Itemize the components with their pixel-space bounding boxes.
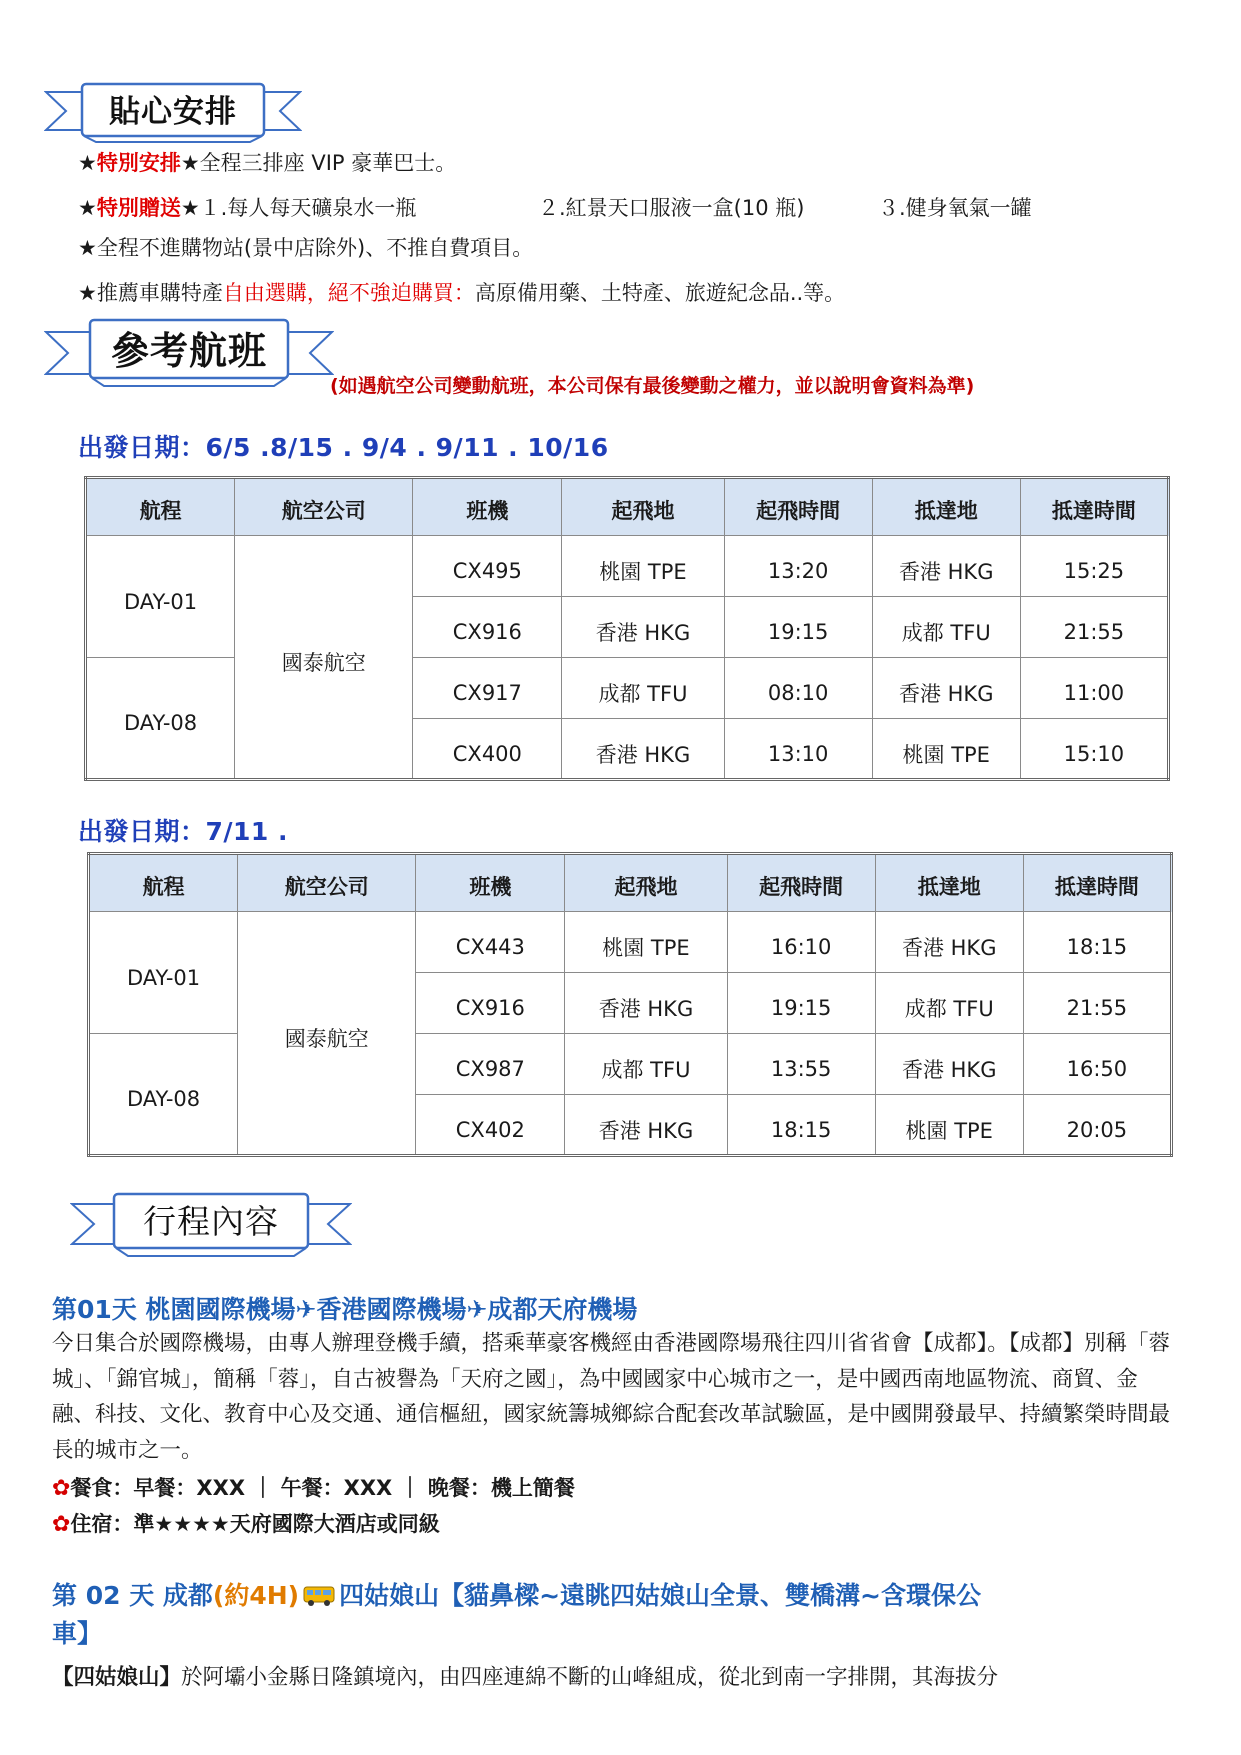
table-row: DAY-01 國泰航空 CX443 桃園 TPE 16:10 香港 HKG 18:15 — [89, 912, 1172, 973]
leg-cell: DAY-08 — [86, 658, 235, 780]
table-row: DAY-08 CX987 成都 TFU 13:55 香港 HKG 16:50 — [89, 1034, 1172, 1095]
day01-meals: ✿餐食：早餐：XXX ｜ 午餐：XXX ｜ 晚餐：機上簡餐 — [52, 1476, 575, 1501]
col-header: 抵達時間 — [1020, 478, 1168, 536]
col-header: 班機 — [413, 478, 562, 536]
table-row: CX916 香港 HKG 19:15 成都 TFU 21:55 — [89, 973, 1172, 1034]
arrangement-line-1: ★特別安排★全程三排座 VIP 豪華巴士。 — [78, 151, 457, 175]
day01-hotel: ✿住宿：準★★★★天府國際大酒店或同級 — [52, 1512, 440, 1537]
day01-paragraph: 今日集合於國際機場，由專人辦理登機手續，搭乘華豪客機經由香港國際場飛往四川省省會【成都】。【成都】別稱「蓉城」、「錦官城」，簡稱「蓉」，自古被譽為「天府之國」，為中國國家中心城市之一，是中國西南地區物流、商貿、金融、科技、文化、教育中心及交通、通信樞紐，國家統籌城鄉綜合配套改革試驗區，是中國開發最早、持續繁榮時間最長的城市之一。 — [52, 1331, 1171, 1463]
special-label: 特別安排 — [96, 151, 181, 175]
flower-icon: ✿ — [52, 1476, 71, 1501]
banner-title: 行程內容 — [143, 1201, 279, 1241]
flower-icon: ✿ — [52, 1512, 71, 1537]
day02-paragraph: 【四姑娘山】於阿壩小金縣日隆鎮境內，由四座連綿不斷的山峰組成，從北到南一字排開，其海拔分 — [52, 1665, 999, 1690]
day02-title: 第 02 天 成都(約4H) 四姑娘山【貓鼻樑~遠眺四姑娘山全景、雙橋溝~含環保公 — [52, 1581, 981, 1610]
banner-arrangement — [44, 80, 302, 146]
table-header-row — [86, 478, 1169, 536]
flight-change-note: (如遇航空公司變動航班，本公司保有最後變動之權力，並以說明會資料為準) — [330, 375, 975, 397]
col-header: 航空公司 — [235, 478, 413, 536]
table-row: CX402 香港 HKG 18:15 桃園 TPE 20:05 — [89, 1095, 1172, 1156]
table-row: DAY-08 CX917 成都 TFU 08:10 香港 HKG 11:00 — [86, 658, 1169, 719]
arrangement-line-4: ★推薦車購特產自由選購，絕不強迫購買：高原備用藥、土特產、旅遊紀念品..等。 — [78, 281, 846, 305]
col-header: 起飛時間 — [724, 478, 872, 536]
airline-cell: 國泰航空 — [238, 912, 416, 1156]
table-header-row — [89, 854, 1172, 912]
flight-table-2 — [87, 852, 1173, 1157]
col-header: 抵達地 — [872, 478, 1020, 536]
arrangement-line-3: ★全程不進購物站(景中店除外)、不推自費項目。 — [78, 236, 534, 260]
col-header: 起飛地 — [565, 854, 727, 912]
banner-flights — [44, 316, 334, 390]
banner-title: 參考航班 — [110, 328, 267, 373]
day02-title-line2: 車】 — [52, 1619, 103, 1648]
col-header: 航程 — [86, 478, 235, 536]
gift-label: 特別贈送 — [96, 196, 181, 220]
col-header: 抵達地 — [875, 854, 1023, 912]
col-header: 起飛時間 — [727, 854, 875, 912]
bus-icon — [303, 1585, 335, 1607]
leg-cell: DAY-01 — [86, 536, 235, 658]
banner-itinerary — [70, 1190, 352, 1260]
col-header: 班機 — [416, 854, 565, 912]
table-row: DAY-01 國泰航空 CX495 桃園 TPE 13:20 香港 HKG 15:25 — [86, 536, 1169, 597]
table-row: CX400 香港 HKG 13:10 桃園 TPE 15:10 — [86, 719, 1169, 780]
banner-title: 貼心安排 — [109, 93, 237, 130]
leg-cell: DAY-08 — [89, 1034, 238, 1156]
col-header: 起飛地 — [562, 478, 724, 536]
departure-dates-2: 出發日期：7/11 . — [78, 817, 289, 846]
col-header: 航程 — [89, 854, 238, 912]
day01-title: 第01天 桃園國際機場✈香港國際機場✈成都天府機場 — [52, 1295, 638, 1324]
table-row: CX916 香港 HKG 19:15 成都 TFU 21:55 — [86, 597, 1169, 658]
departure-dates-1: 出發日期：6/5 .8/15 . 9/4 . 9/11 . 10/16 — [78, 433, 609, 462]
arrangement-line-2: ★特別贈送★１.每人每天礦泉水一瓶 ２.紅景天口服液一盒(10 瓶) ３.健身氧氣一罐 — [78, 196, 1032, 220]
col-header: 抵達時間 — [1023, 854, 1171, 912]
airline-cell: 國泰航空 — [235, 536, 413, 780]
flight-table-1 — [84, 476, 1170, 781]
leg-cell: DAY-01 — [89, 912, 238, 1034]
col-header: 航空公司 — [238, 854, 416, 912]
